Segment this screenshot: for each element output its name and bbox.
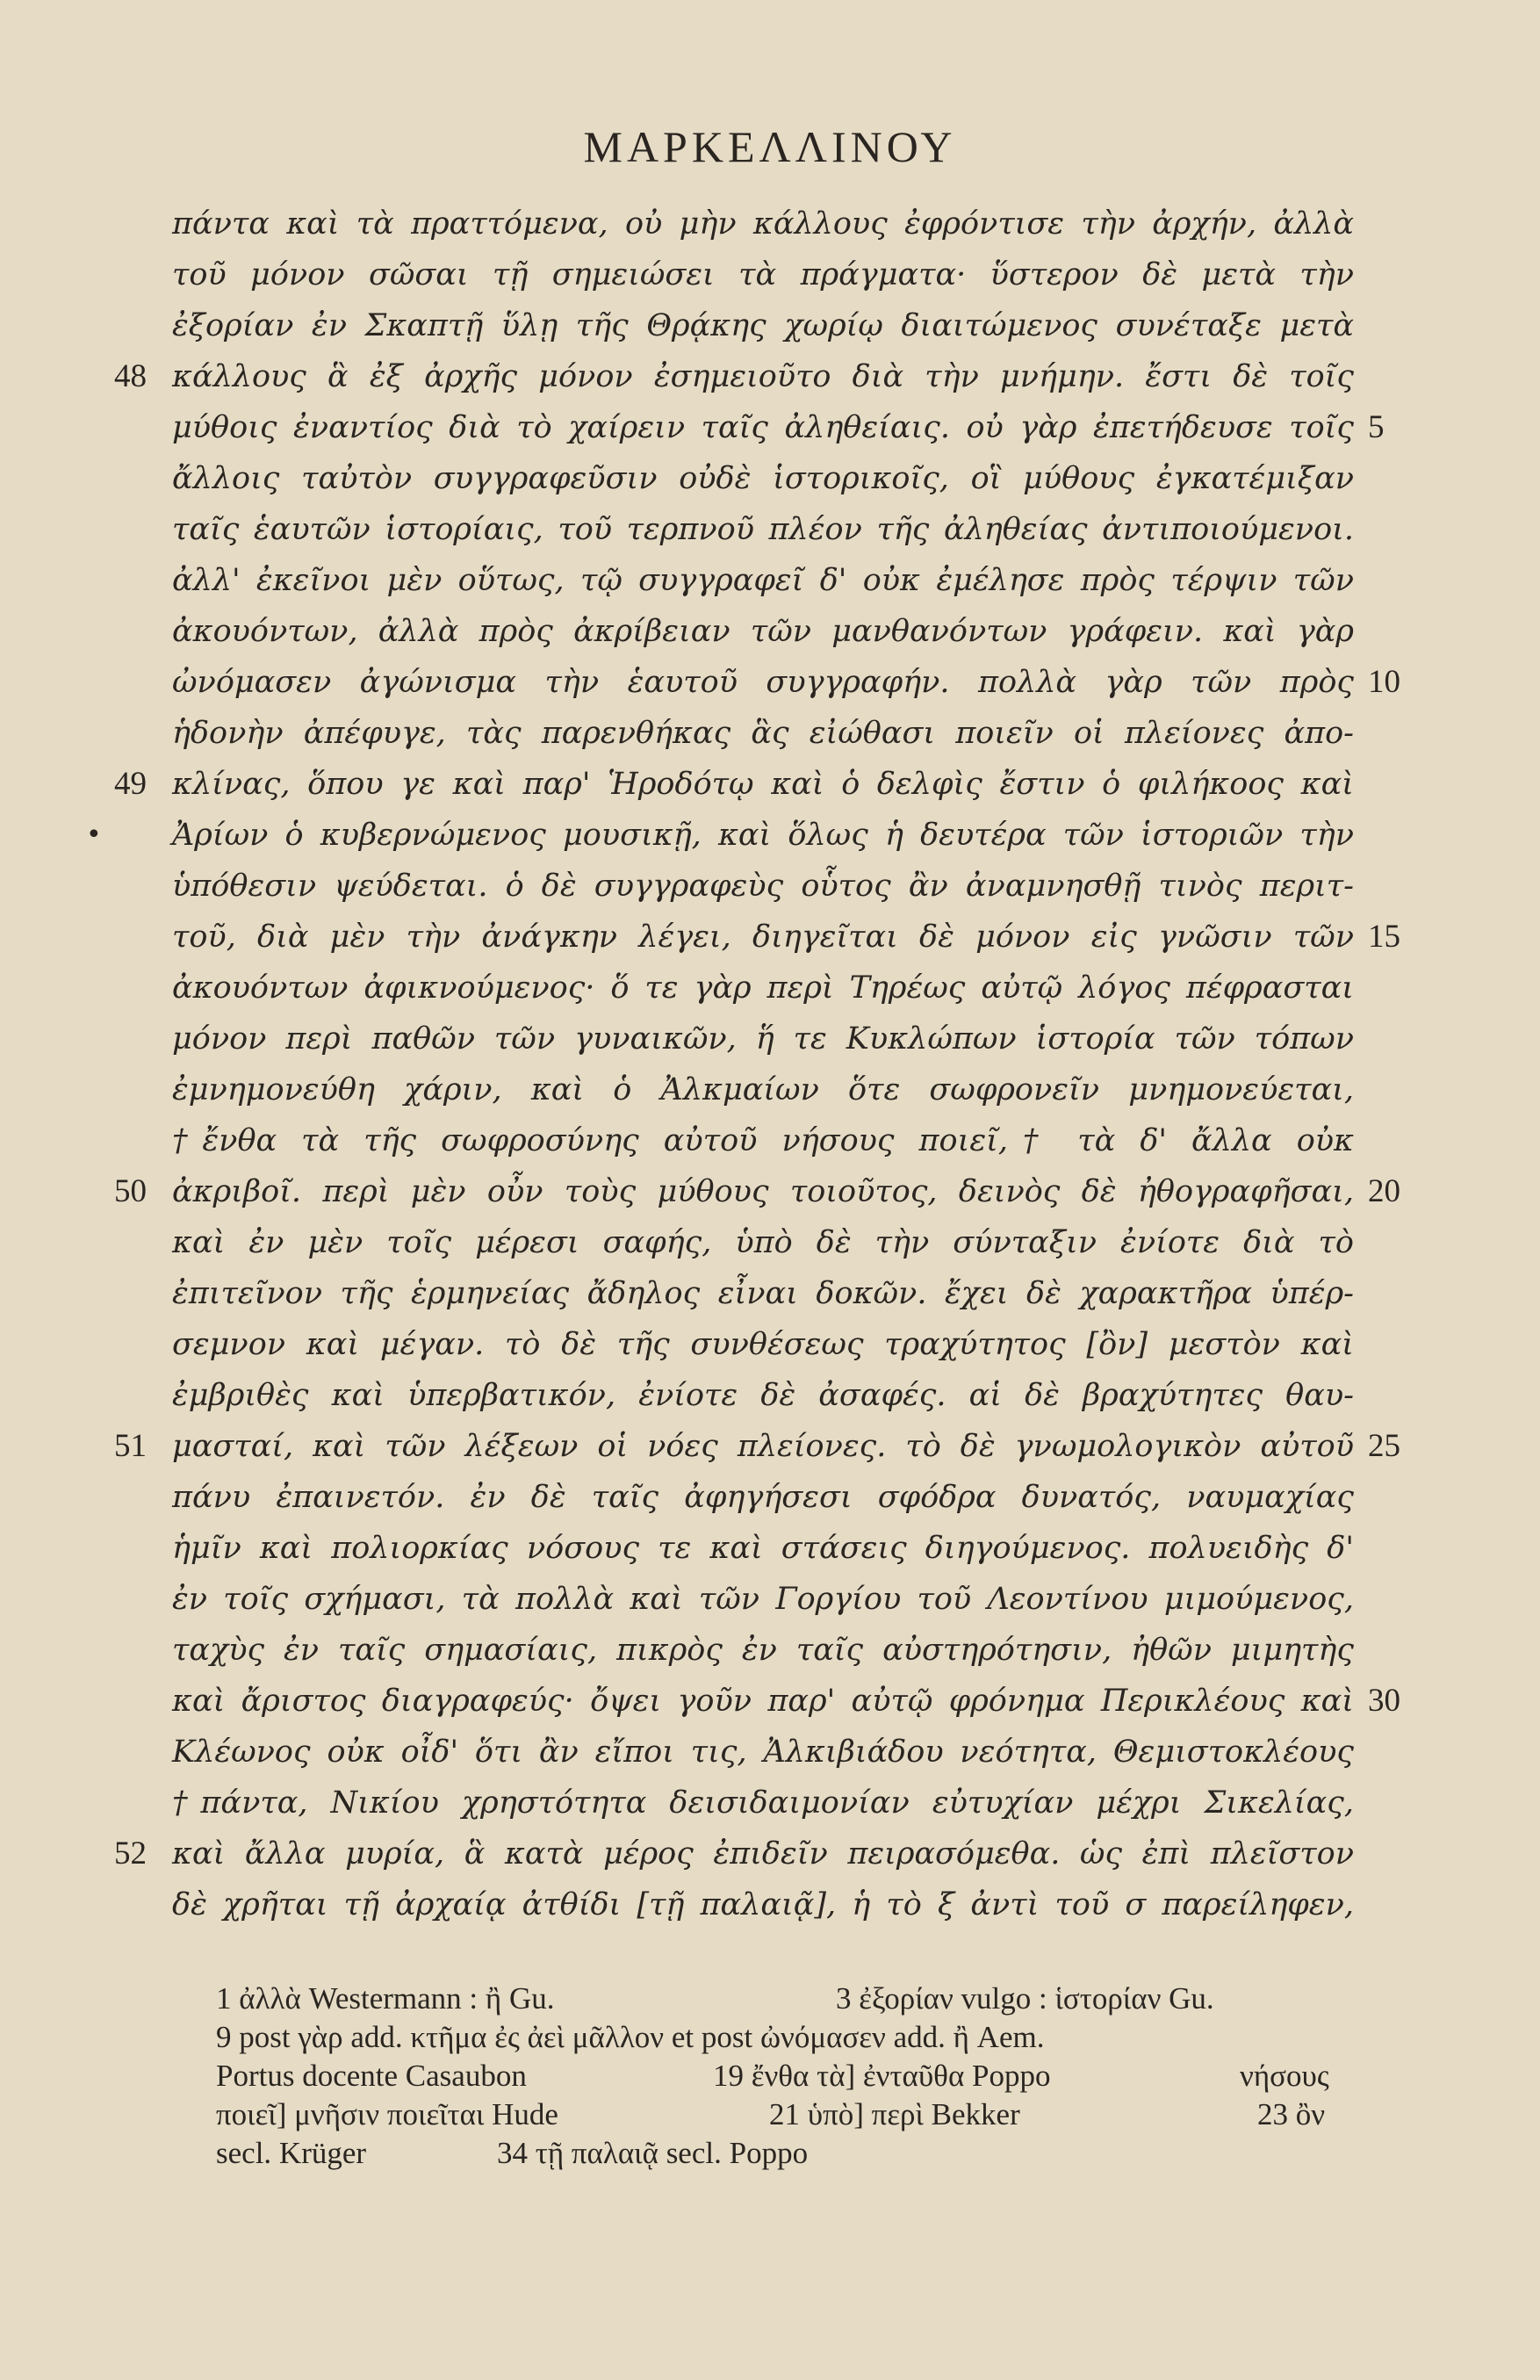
text-line: σεμνον καὶ μέγαν. τὸ δὲ τῆς συνθέσεως τραχύτητος [ὂν] μεστὸν καὶ	[172, 1327, 1354, 1362]
text-line: ἐξορίαν ἐν Σκαπτῇ ὕλῃ τῆς Θρᾴκης χωρίῳ διαιτώμενος συνέταξε μετὰ	[172, 308, 1354, 343]
text-line: ταῖς ἑαυτῶν ἱστορίαις, τοῦ τερπνοῦ πλέον τῆς ἀληθείας ἀντιποιούμενοι.	[172, 512, 1354, 547]
apparatus-note: 34 τῇ παλαιᾷ secl. Poppo	[497, 2136, 809, 2170]
apparatus-note: 9 post γὰρ add. κτῆμα ἐς ἀεὶ μᾶλλον et post ὠνόμασεν add. ἢ Aem.	[216, 2020, 1045, 2054]
text-line: †πάντα, Νικίου χρηστότητα δεισιδαιμονίαν εὐτυχίαν μέχρι Σικελίας,	[172, 1785, 1354, 1821]
text-line: καὶ ἐν μὲν τοῖς μέρεσι σαφής, ὑπὸ δὲ τὴν σύνταξιν ἐνίοτε διὰ τὸ	[172, 1225, 1354, 1260]
text-line: μασταί, καὶ τῶν λέξεων οἱ νόες πλείονες. τὸ δὲ γνωμολογικὸν αὐτοῦ	[172, 1429, 1354, 1464]
apparatus-note: 3 ἐξορίαν vulgo : ἱστορίαν Gu.	[836, 1981, 1214, 2016]
text-line: κάλλους ἃ ἐξ ἀρχῆς μόνον ἐσημειοῦτο διὰ τὴν μνήμην. ἔστι δὲ τοῖς	[172, 359, 1354, 394]
text-line: ἡδονὴν ἀπέφυγε, τὰς παρενθήκας ἃς εἰώθασι ποιεῖν οἱ πλείονες ἀπο-	[172, 716, 1354, 751]
line-number: 10	[1368, 664, 1400, 700]
apparatus-line	[172, 2134, 1354, 2173]
text-line: ἀκριβοῖ. περὶ μὲν οὖν τοὺς μύθους τοιοῦτος, δεινὸς δὲ ἠθογραφῆσαι,	[172, 1174, 1354, 1209]
apparatus-note: secl. Krüger	[216, 2136, 367, 2170]
text-line: κλίνας, ὅπου γε καὶ παρ' Ἡροδότῳ καὶ ὁ δελφὶς ἔστιν ὁ φιλήκοος καὶ	[172, 767, 1354, 802]
text-line: τοῦ μόνον σῶσαι τῇ σημειώσει τὰ πράγματα· ὕστερον δὲ μετὰ τὴν	[172, 257, 1354, 292]
apparatus-note: 1 ἀλλὰ Westermann : ἢ Gu.	[216, 1981, 555, 2016]
text-line: ἐμνημονεύθη χάριν, καὶ ὁ Ἀλκμαίων ὅτε σωφρονεῖν μνημονεύεται,	[172, 1072, 1354, 1107]
line-number: 30	[1368, 1683, 1400, 1719]
text-line: †ἔνθα τὰ τῆς σωφροσύνης αὐτοῦ νήσους ποιεῖ,† τὰ δ' ἄλλα οὐκ	[172, 1123, 1354, 1158]
apparatus-line	[172, 1980, 1354, 2018]
text-line: ἀκουόντων, ἀλλὰ πρὸς ἀκρίβειαν τῶν μανθανόντων γράφειν. καὶ γὰρ	[172, 614, 1354, 649]
text-line: ἀλλ' ἐκεῖνοι μὲν οὕτως, τῷ συγγραφεῖ δ' οὐκ ἐμέλησε πρὸς τέρψιν τῶν	[172, 563, 1354, 598]
apparatus-note: ποιεῖ] μνῆσιν ποιεῖται Hude	[216, 2097, 558, 2131]
apparatus-note: 19 ἔνθα τὰ] ἐνταῦθα Poppo	[713, 2059, 1051, 2093]
text-line: δὲ χρῆται τῇ ἀρχαίᾳ ἀτθίδι [τῇ παλαιᾷ], ἡ τὸ ξ ἀντὶ τοῦ σ παρείληφεν,	[172, 1887, 1354, 1922]
section-number: 51	[114, 1428, 147, 1464]
apparatus-line	[172, 2018, 1354, 2057]
text-line: τοῦ, διὰ μὲν τὴν ἀνάγκην λέγει, διηγεῖται δὲ μόνον εἰς γνῶσιν τῶν	[172, 920, 1354, 955]
section-number: 50	[114, 1173, 147, 1209]
line-number: 15	[1368, 919, 1400, 955]
text-line: πάνυ ἐπαινετόν. ἐν δὲ ταῖς ἀφηγήσεσι σφόδρα δυνατός, ναυμαχίας	[172, 1480, 1354, 1515]
apparatus-note: νήσους	[1240, 2059, 1329, 2093]
margin-mark: •	[86, 819, 102, 850]
section-number: 48	[114, 358, 147, 394]
text-line: ἄλλοις ταὐτὸν συγγραφεῦσιν οὐδὲ ἱστορικοῖς, οἳ μύθους ἐγκατέμιξαν	[172, 461, 1354, 496]
apparatus-note: 21 ὑπὸ] περὶ Bekker	[769, 2097, 1020, 2131]
text-line: Κλέωνος οὐκ οἶδ' ὅτι ἂν εἴποι τις, Ἀλκιβιάδου νεότητα, Θεμιστοκλέους	[172, 1735, 1354, 1770]
apparatus-note: Portus docente Casaubon	[216, 2059, 527, 2093]
text-line: ἐν τοῖς σχήμασι, τὰ πολλὰ καὶ τῶν Γοργίου τοῦ Λεοντίνου μιμούμενος,	[172, 1582, 1354, 1617]
section-number: 49	[114, 766, 147, 802]
text-line: ὠνόμασεν ἀγώνισμα τὴν ἑαυτοῦ συγγραφήν. πολλὰ γὰρ τῶν πρὸς	[172, 665, 1354, 700]
line-number: 5	[1368, 409, 1385, 445]
apparatus-line	[172, 2057, 1354, 2095]
text-line: ἐπιτεῖνον τῆς ἑρμηνείας ἄδηλος εἶναι δοκῶν. ἔχει δὲ χαρακτῆρα ὑπέρ-	[172, 1276, 1354, 1311]
line-number: 20	[1368, 1173, 1400, 1209]
text-line: ταχὺς ἐν ταῖς σημασίαις, πικρὸς ἐν ταῖς αὐστηρότησιν, ἠθῶν μιμητὴς	[172, 1633, 1354, 1668]
text-line: ἐμβριθὲς καὶ ὑπερβατικόν, ἐνίοτε δὲ ἀσαφές. αἱ δὲ βραχύτητες θαυ-	[172, 1378, 1354, 1413]
line-number: 25	[1368, 1428, 1400, 1464]
running-title: ΜΑΡΚΕΛΛΙΝΟΥ	[583, 122, 957, 171]
apparatus-line	[172, 2095, 1354, 2134]
section-number: 52	[114, 1835, 147, 1872]
text-line: ἀκουόντων ἀφικνούμενος· ὅ τε γὰρ περὶ Τηρέως αὐτῷ λόγος πέφρασται	[172, 970, 1354, 1006]
text-line: καὶ ἄριστος διαγραφεύς· ὄψει γοῦν παρ' αὐτῷ φρόνημα Περικλέους καὶ	[172, 1684, 1354, 1719]
text-line: μύθοις ἐναντίος διὰ τὸ χαίρειν ταῖς ἀληθείαις. οὐ γὰρ ἐπετήδευσε τοῖς	[172, 410, 1354, 445]
text-line: ἡμῖν καὶ πολιορκίας νόσους τε καὶ στάσεις διηγούμενος. πολυειδὴς δ'	[172, 1531, 1354, 1566]
apparatus-note: 23 ὂν	[1257, 2097, 1326, 2131]
text-line: ὑπόθεσιν ψεύδεται. ὁ δὲ συγγραφεὺς οὗτος ἂν ἀναμνησθῇ τινὸς περιτ-	[172, 869, 1354, 904]
text-line: μόνον περὶ παθῶν τῶν γυναικῶν, ἥ τε Κυκλώπων ἱστορία τῶν τόπων	[172, 1021, 1354, 1057]
text-line: καὶ ἄλλα μυρία, ἃ κατὰ μέρος ἐπιδεῖν πειρασόμεθα. ὡς ἐπὶ πλεῖστον	[172, 1836, 1354, 1872]
text-line: Ἀρίων ὁ κυβερνώμενος μουσικῇ, καὶ ὅλως ἡ δευτέρα τῶν ἱστοριῶν τὴν	[172, 818, 1354, 853]
text-line: πάντα καὶ τὰ πραττόμενα, οὐ μὴν κάλλους ἐφρόντισε τὴν ἀρχήν, ἀλλὰ	[172, 206, 1354, 242]
